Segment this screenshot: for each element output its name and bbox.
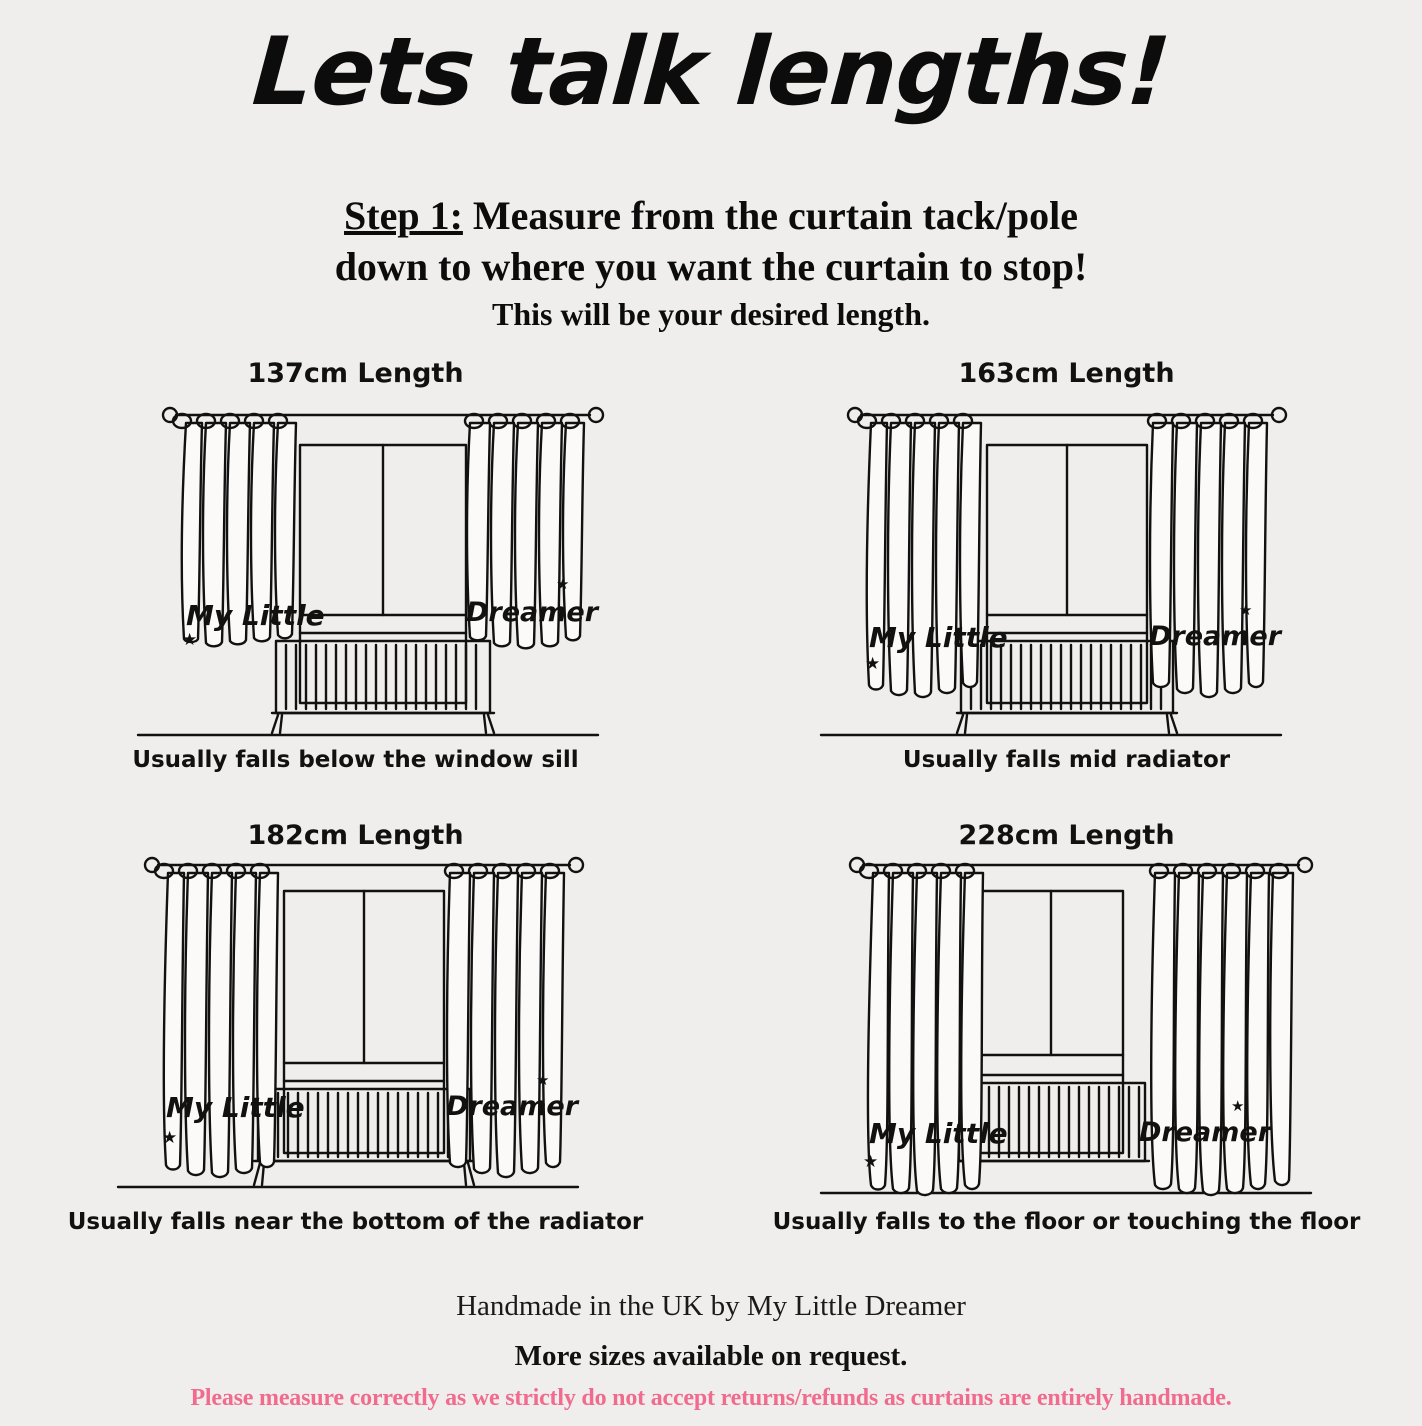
curtain-script-right: Dreamer (466, 597, 599, 628)
star-icon: ★ (536, 1073, 550, 1089)
star-icon: ★ (556, 577, 570, 593)
star-icon: ★ (182, 630, 198, 649)
star-icon: ★ (863, 1152, 879, 1171)
curtain-script-right: Dreamer (446, 1091, 579, 1122)
footer-warning: Please measure correctly as we strictly do not accept returns/refunds as curtains are entirely handmade. (190, 1385, 1232, 1411)
panel-caption: Usually falls near the bottom of the radiator (67, 1209, 644, 1235)
step-text-2: down to where you want the curtain to stop! (334, 244, 1088, 290)
curtain-diagram-228 (711, 855, 1422, 1207)
step-line-1 (0, 190, 1422, 292)
panel-title: 228cm Length (958, 820, 1175, 851)
step-label: Step 1: (344, 193, 463, 238)
curtain-script-right: Dreamer (1139, 1117, 1272, 1148)
star-icon: ★ (162, 1128, 178, 1147)
panel-caption: Usually falls below the window sill (132, 747, 579, 773)
window-frame (979, 891, 1123, 1153)
panel-title: 182cm Length (247, 820, 464, 851)
curtain-script-left: My Little (869, 621, 1008, 654)
radiator (957, 641, 1177, 733)
panel-caption: Usually falls mid radiator (902, 747, 1231, 773)
panel-caption: Usually falls to the floor or touching the floor (772, 1209, 1361, 1235)
curtain-script-right: Dreamer (1149, 621, 1282, 652)
curtain-diagram-163 (711, 393, 1422, 745)
curtain-diagram-182 (0, 855, 711, 1207)
page-title: Lets talk lengths! (249, 18, 1173, 127)
curtain-script-left: My Little (166, 1091, 305, 1124)
length-panel (711, 820, 1422, 1235)
radiator (272, 641, 494, 733)
left-curtain (164, 873, 278, 1177)
footer-handmade: Handmade in the UK by My Little Dreamer (456, 1290, 966, 1322)
panel-title: 163cm Length (958, 358, 1175, 389)
step-text-3: This will be your desired length. (492, 296, 930, 333)
length-panel (711, 358, 1422, 773)
length-panel (0, 820, 711, 1235)
star-icon: ★ (1231, 1099, 1245, 1115)
curtain-script-left: My Little (186, 599, 325, 632)
step-instructions (0, 190, 1422, 333)
curtain-script-left: My Little (869, 1117, 1008, 1150)
right-curtain (447, 873, 564, 1177)
length-panel (0, 358, 711, 773)
curtain-diagram-137 (0, 393, 711, 745)
star-icon: ★ (865, 654, 881, 673)
right-curtain (1150, 423, 1267, 697)
footer-more-sizes: More sizes available on request. (514, 1340, 908, 1372)
panel-title: 137cm Length (247, 358, 464, 389)
star-icon: ★ (1239, 603, 1253, 619)
left-curtain (867, 423, 981, 697)
step-text-1: Measure from the curtain tack/pole (472, 193, 1078, 238)
